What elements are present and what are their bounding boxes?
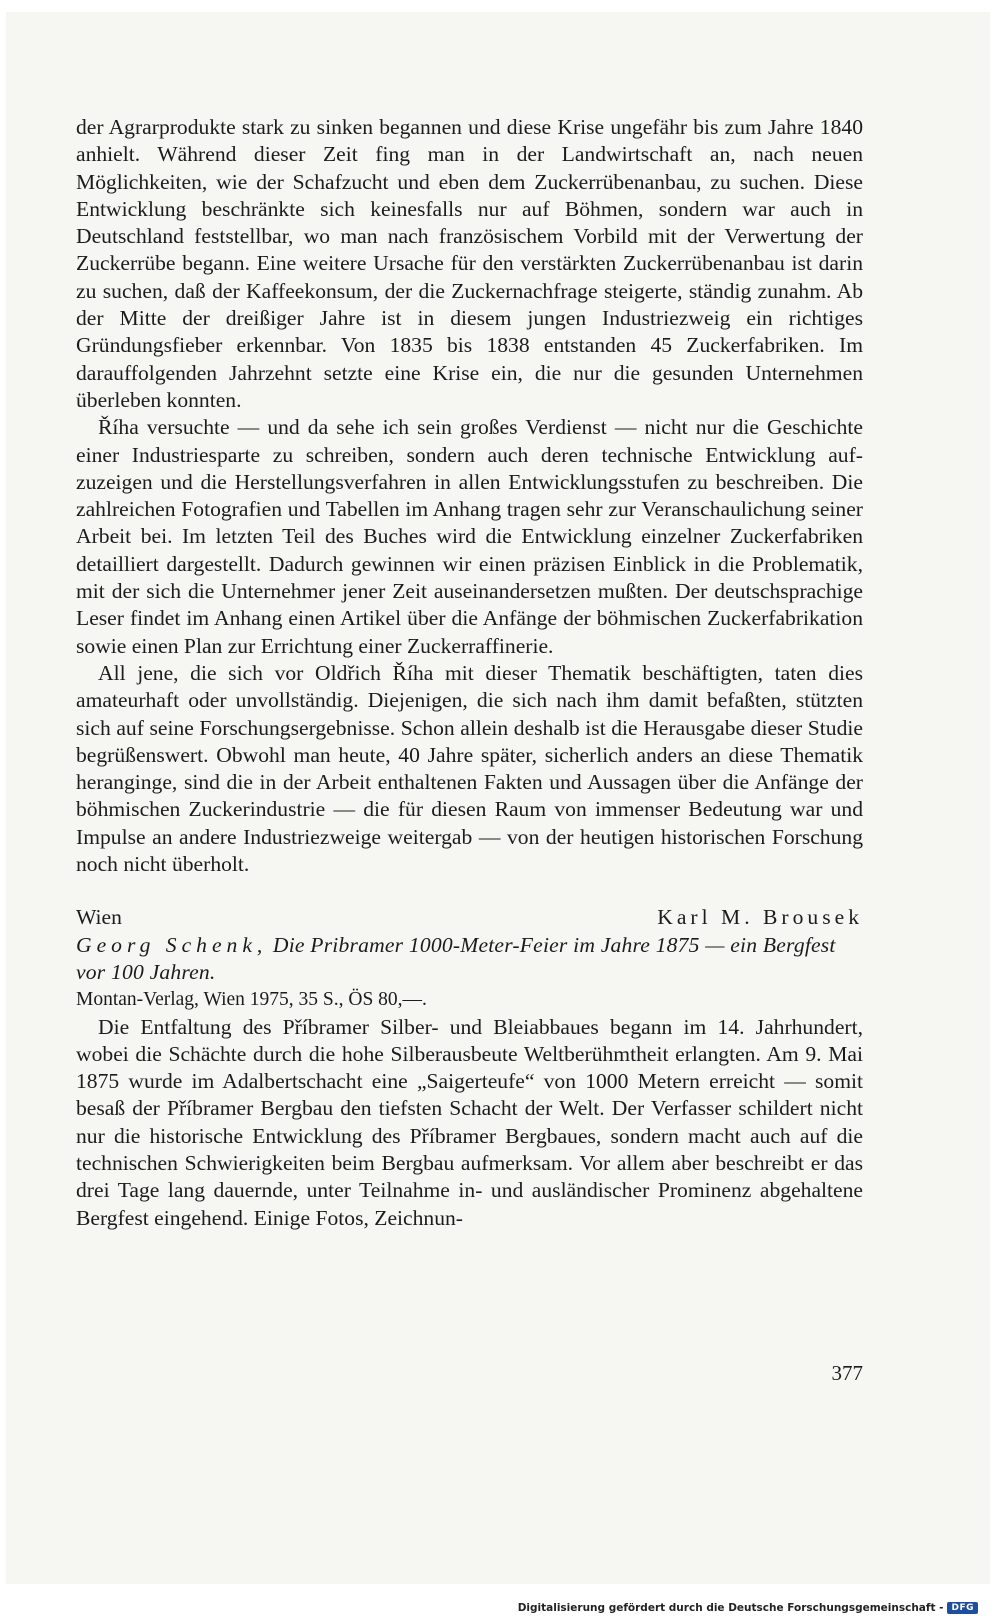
review-author: Georg Schenk, bbox=[76, 932, 268, 957]
signature-line bbox=[76, 904, 863, 931]
footer-text: Digitalisierung gefördert durch die Deutsche Forschungsgemeinschaft - bbox=[517, 1602, 944, 1614]
place: Wien bbox=[76, 905, 122, 930]
paragraph-1: der Agrarprodukte stark zu sinken begannen und diese Krise ungefähr bis zum Jahre 1840 anhielt. Während dieser Zeit fing man in der Landwirtschaft an, nach neuen Möglichkeiten, wie der Schafzucht und eben dem Zuckerrübenanbau, zu suchen. Diese Entwicklung beschränkte sich keinesfalls nur auf Böhmen, sondern war auch in Deutschland feststellbar, wo man nach französischem Vorbild mit der Verwertung der Zuckerrübe begann. Eine weitere Ursache für den verstärkten Zuckerrübenanbau ist darin zu suchen, daß der Kaffeekonsum, der die Zuckernachfrage steigerte, ständig zunahm. Ab der Mitte der dreißiger Jahre ist in diesem jungen Industriezweig ein richtiges Gründungsfieber erkennbar. Von 1835 bis 1838 entstanden 45 Zuckerfabriken. Im darauffolgenden Jahrzehnt setzte eine Krise ein, die nur die gesunden Unternehmen überleben konnten. bbox=[76, 115, 863, 412]
publication-info: Montan-Verlag, Wien 1975, 35 S., ÖS 80,—. bbox=[76, 989, 427, 1011]
review-heading bbox=[76, 932, 863, 987]
page-number: 377 bbox=[831, 1361, 863, 1385]
reviewer-name: Karl M. Brousek bbox=[657, 905, 863, 930]
page-body bbox=[76, 114, 863, 1232]
review-paragraph: Die Entfaltung des Příbramer Silber- und Bleiabbaues begann im 14. Jahrhundert, wobei die Schächte durch die hohe Silberausbeute Weltberühmtheit erlangten. Am 9. Mai 1875 wurde im Adalbertschacht eine „Saigerteufe“ von 1000 Metern erreicht — somit besaß der Příbramer Bergbau den tiefsten Schacht der Welt. Der Verfasser schildert nicht nur die historische Entwicklung des Příbramer Bergbaues, sondern macht auch auf die technischen Schwierigkeiten beim Bergbau aufmerksam. Vor allem aber beschreibt er das drei Tage lang dauernde, unter Teilnahme in- und ausländischer Prominenz abgehaltene Bergfest eingehend. Einige Fotos, Zeichnun- bbox=[76, 1014, 863, 1230]
digitization-footer bbox=[518, 1602, 978, 1614]
review-book-title: Die Pribramer 1000-Meter-Feier im Jahre 1875 — ein Bergfest vor 100 Jahren. bbox=[76, 932, 836, 984]
paragraph-3: All jene, die sich vor Oldřich Říha mit dieser Thematik beschäftigten, taten dies amateurhaft oder unvollständig. Diejenigen, die sich nach ihm damit befaßten, stützten sich auf seine Forschungsergebnisse. Schon allein deshalb ist die Herausgabe dieser Studie begrüßenswert. Obwohl man heute, 40 Jahre später, sicherlich anders an diese Thematik heranginge, sind die in der Arbeit enthaltenen Fakten und Aussagen über die Anfänge der böhmischen Zuckerindustrie — die für diesen Raum von immenser Bedeutung war und Impulse an andere Industriezweige weitergab — von der heutigen historischen Forschung noch nicht überholt. bbox=[76, 660, 863, 877]
dfg-logo: DFG bbox=[947, 1602, 978, 1614]
paragraph-2: Říha versuchte — und da sehe ich sein großes Verdienst — nicht nur die Geschichte einer Industriesparte zu schreiben, sondern auch deren technische Entwicklung aufzuzeigen und die Herstellungsverfahren in allen Entwicklungsstufen zu beschreiben. Die zahlreichen Fotografien und Tabellen im Anhang tragen sehr zur Veranschaulichung seiner Arbeit bei. Im letzten Teil des Buches wird die Entwicklung einzelner Zuckerfabriken detailliert dargestellt. Dadurch gewinnen wir einen präzisen Einblick in die Problematik, mit der sich die Unternehmer jener Zeit auseinandersetzen mußten. Der deutschsprachige Leser findet im Anhang einen Artikel über die Anfänge der böhmischen Zuckerfabrikation sowie einen Plan zur Errichtung einer Zuckerraffinerie. bbox=[76, 415, 863, 658]
